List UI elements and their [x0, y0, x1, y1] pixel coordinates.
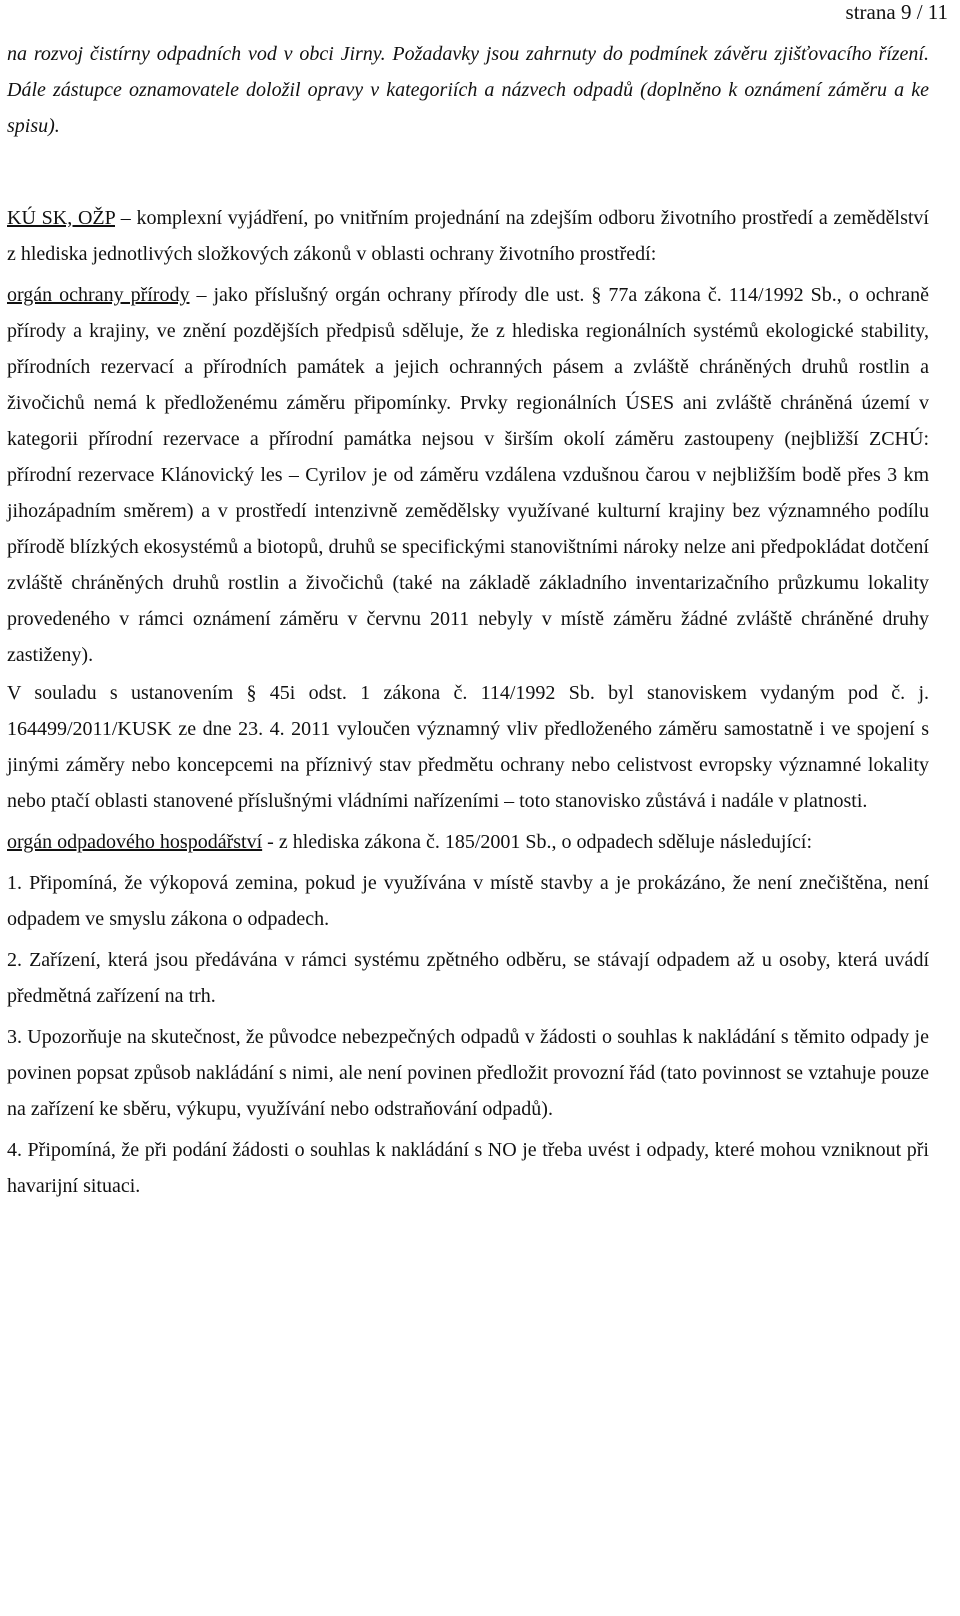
waste-item-1: 1. Připomíná, že výkopová zemina, pokud je využívána v místě stavby a je prokázáno, že není znečištěna, není odpadem ve smyslu zákona o odpadech. — [7, 872, 929, 930]
waste-management-text: - z hlediska zákona č. 185/2001 Sb., o odpadech sděluje následující: — [262, 831, 813, 853]
kus-text: – komplexní vyjádření, po vnitřním projednání na zdejším odboru životního prostředí a zemědělství z hlediska jednotlivých složkových zákonů v oblasti ochrany životního prostředí: — [7, 207, 929, 265]
page-number: strana 9 / 11 — [845, 0, 948, 24]
nature-protection-title: orgán ochrany přírody — [7, 284, 190, 306]
waste-management-paragraph — [7, 824, 929, 860]
kus-paragraph — [7, 200, 929, 272]
nature-protection-paragraph — [7, 277, 929, 673]
waste-item-3: 3. Upozorňuje na skutečnost, že původce nebezpečných odpadů v žádosti o souhlas k nakládání s těmito odpady je povinen popsat způsob nakládání s nimi, ale není povinen předložit provozní řád (tato povinnost se vztahuje pouze na zařízení ke sběru, výkupu, využívání nebo odstraňování odpadů). — [7, 1026, 929, 1120]
waste-item-4: 4. Připomíná, že při podání žádosti o souhlas k nakládání s NO je třeba uvést i odpady, které mohou vzniknout při havarijní situaci. — [7, 1139, 929, 1197]
kus-authority-label: KÚ SK, OŽP — [7, 207, 115, 229]
nature-protection-text: – jako příslušný orgán ochrany přírody dle ust. § 77a zákona č. 114/1992 Sb., o ochraně přírody a krajiny, ve znění pozdějších předpisů sděluje, že z hlediska regionálních systémů ekologické stability, přírodních rezervací a přírodních památek a jejich ochranných pásem a zvláště chráněných druhů rostlin a živočichů nemá k předloženému záměru připomínky. Prvky regionálních ÚSES ani zvláště chráněná území v kategorii přírodní rezervace a přírodní památka nejsou v širším okolí záměru zastoupeny (nejbližší ZCHÚ: přírodní rezervace Klánovický les – Cyrilov je od záměru vzdálena vzdušnou čarou v nejbližším bodě přes 3 km jihozápadním směrem) a v prostředí intenzivně zemědělsky využívané kulturní krajiny bez významného podílu přírodě blízkých ekosystémů a biotopů, druhů se specifickými stanovištními nároky nelze ani předpokládat dotčení zvláště chráněných druhů rostlin a živočichů (také na základě základního inventarizačního průzkumu lokality provedeného v rámci oznámení záměru v červnu 2011 nebyly v místě záměru žádné zvláště chráněné druhy zastiženy). — [7, 284, 929, 666]
document-body — [7, 36, 929, 1204]
waste-management-title: orgán odpadového hospodářství — [7, 831, 263, 853]
intro-paragraph: na rozvoj čistírny odpadních vod v obci Jirny. Požadavky jsou zahrnuty do podmínek závěru zjišťovacího řízení. Dále zástupce oznamovatele doložil opravy v kategoriích a názvech odpadů (doplněno k oznámení záměru a ke spisu). — [7, 43, 929, 137]
waste-item-2: 2. Zařízení, která jsou předávána v rámci systému zpětného odběru, se stávají odpadem až u osoby, která uvádí předmětná zařízení na trh. — [7, 949, 929, 1007]
nature-protection-paragraph-2: V souladu s ustanovením § 45i odst. 1 zákona č. 114/1992 Sb. byl stanoviskem vydaným pod č. j. 164499/2011/KUSK ze dne 23. 4. 2011 vyloučen významný vliv předloženého záměru samostatně i ve spojení s jinými záměry nebo koncepcemi na příznivý stav předmětu ochrany nebo celistvost evropsky významné lokality nebo ptačí oblasti stanovené příslušnými vládními nařízeními – toto stanovisko zůstává i nadále v platnosti. — [7, 682, 929, 812]
